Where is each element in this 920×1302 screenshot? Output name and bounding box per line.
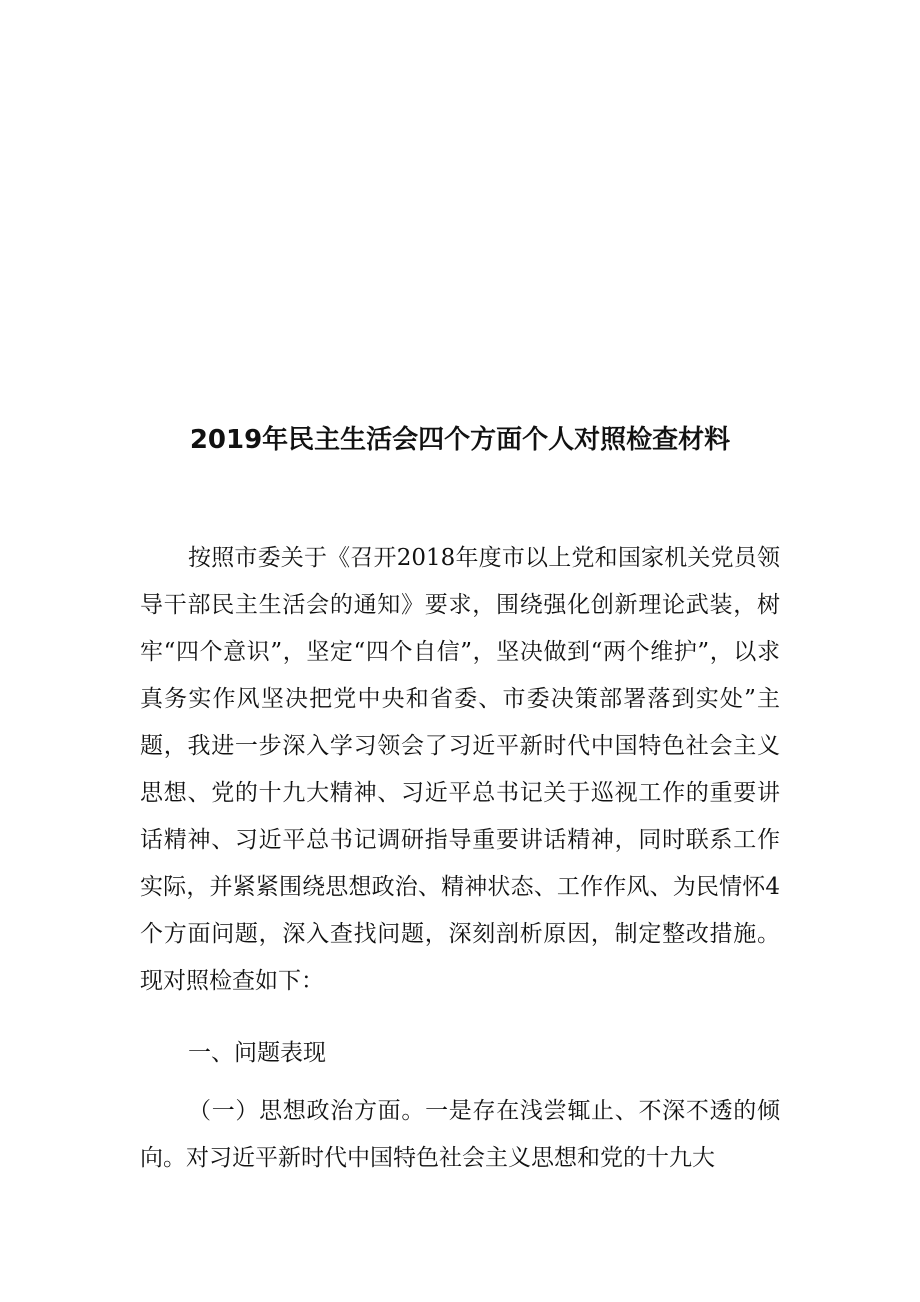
intro-paragraph: 按照市委关于《召开2018年度市以上党和国家机关党员领导干部民主生活会的通知》要求，围绕强化创新理论武装，树牢“四个意识”，坚定“四个自信”，坚决做到“两个维护”，以求真务实作风坚决把党中央和省委、市委决策部署落到实处”主题，我进一步深入学习领会了习近平新时代中国特色社会主义思想、党的十九大精神、习近平总书记关于巡视工作的重要讲话精神、习近平总书记调研指导重要讲话精神，同时联系工作实际，并紧紧围绕思想政治、精神状态、工作作风、为民情怀4个方面问题，深入查找问题，深刻剖析原因，制定整改措施。现对照检查如下： [140, 545, 780, 994]
document-title: 2019年民主生活会四个方面个人对照检查材料 [189, 425, 731, 455]
section-heading: 一、问题表现 [188, 1040, 326, 1066]
subsection-paragraph: （一）思想政治方面。一是存在浅尝辄止、不深不透的倾向。对习近平新时代中国特色社会主义思想和党的十九大 [140, 1098, 780, 1171]
